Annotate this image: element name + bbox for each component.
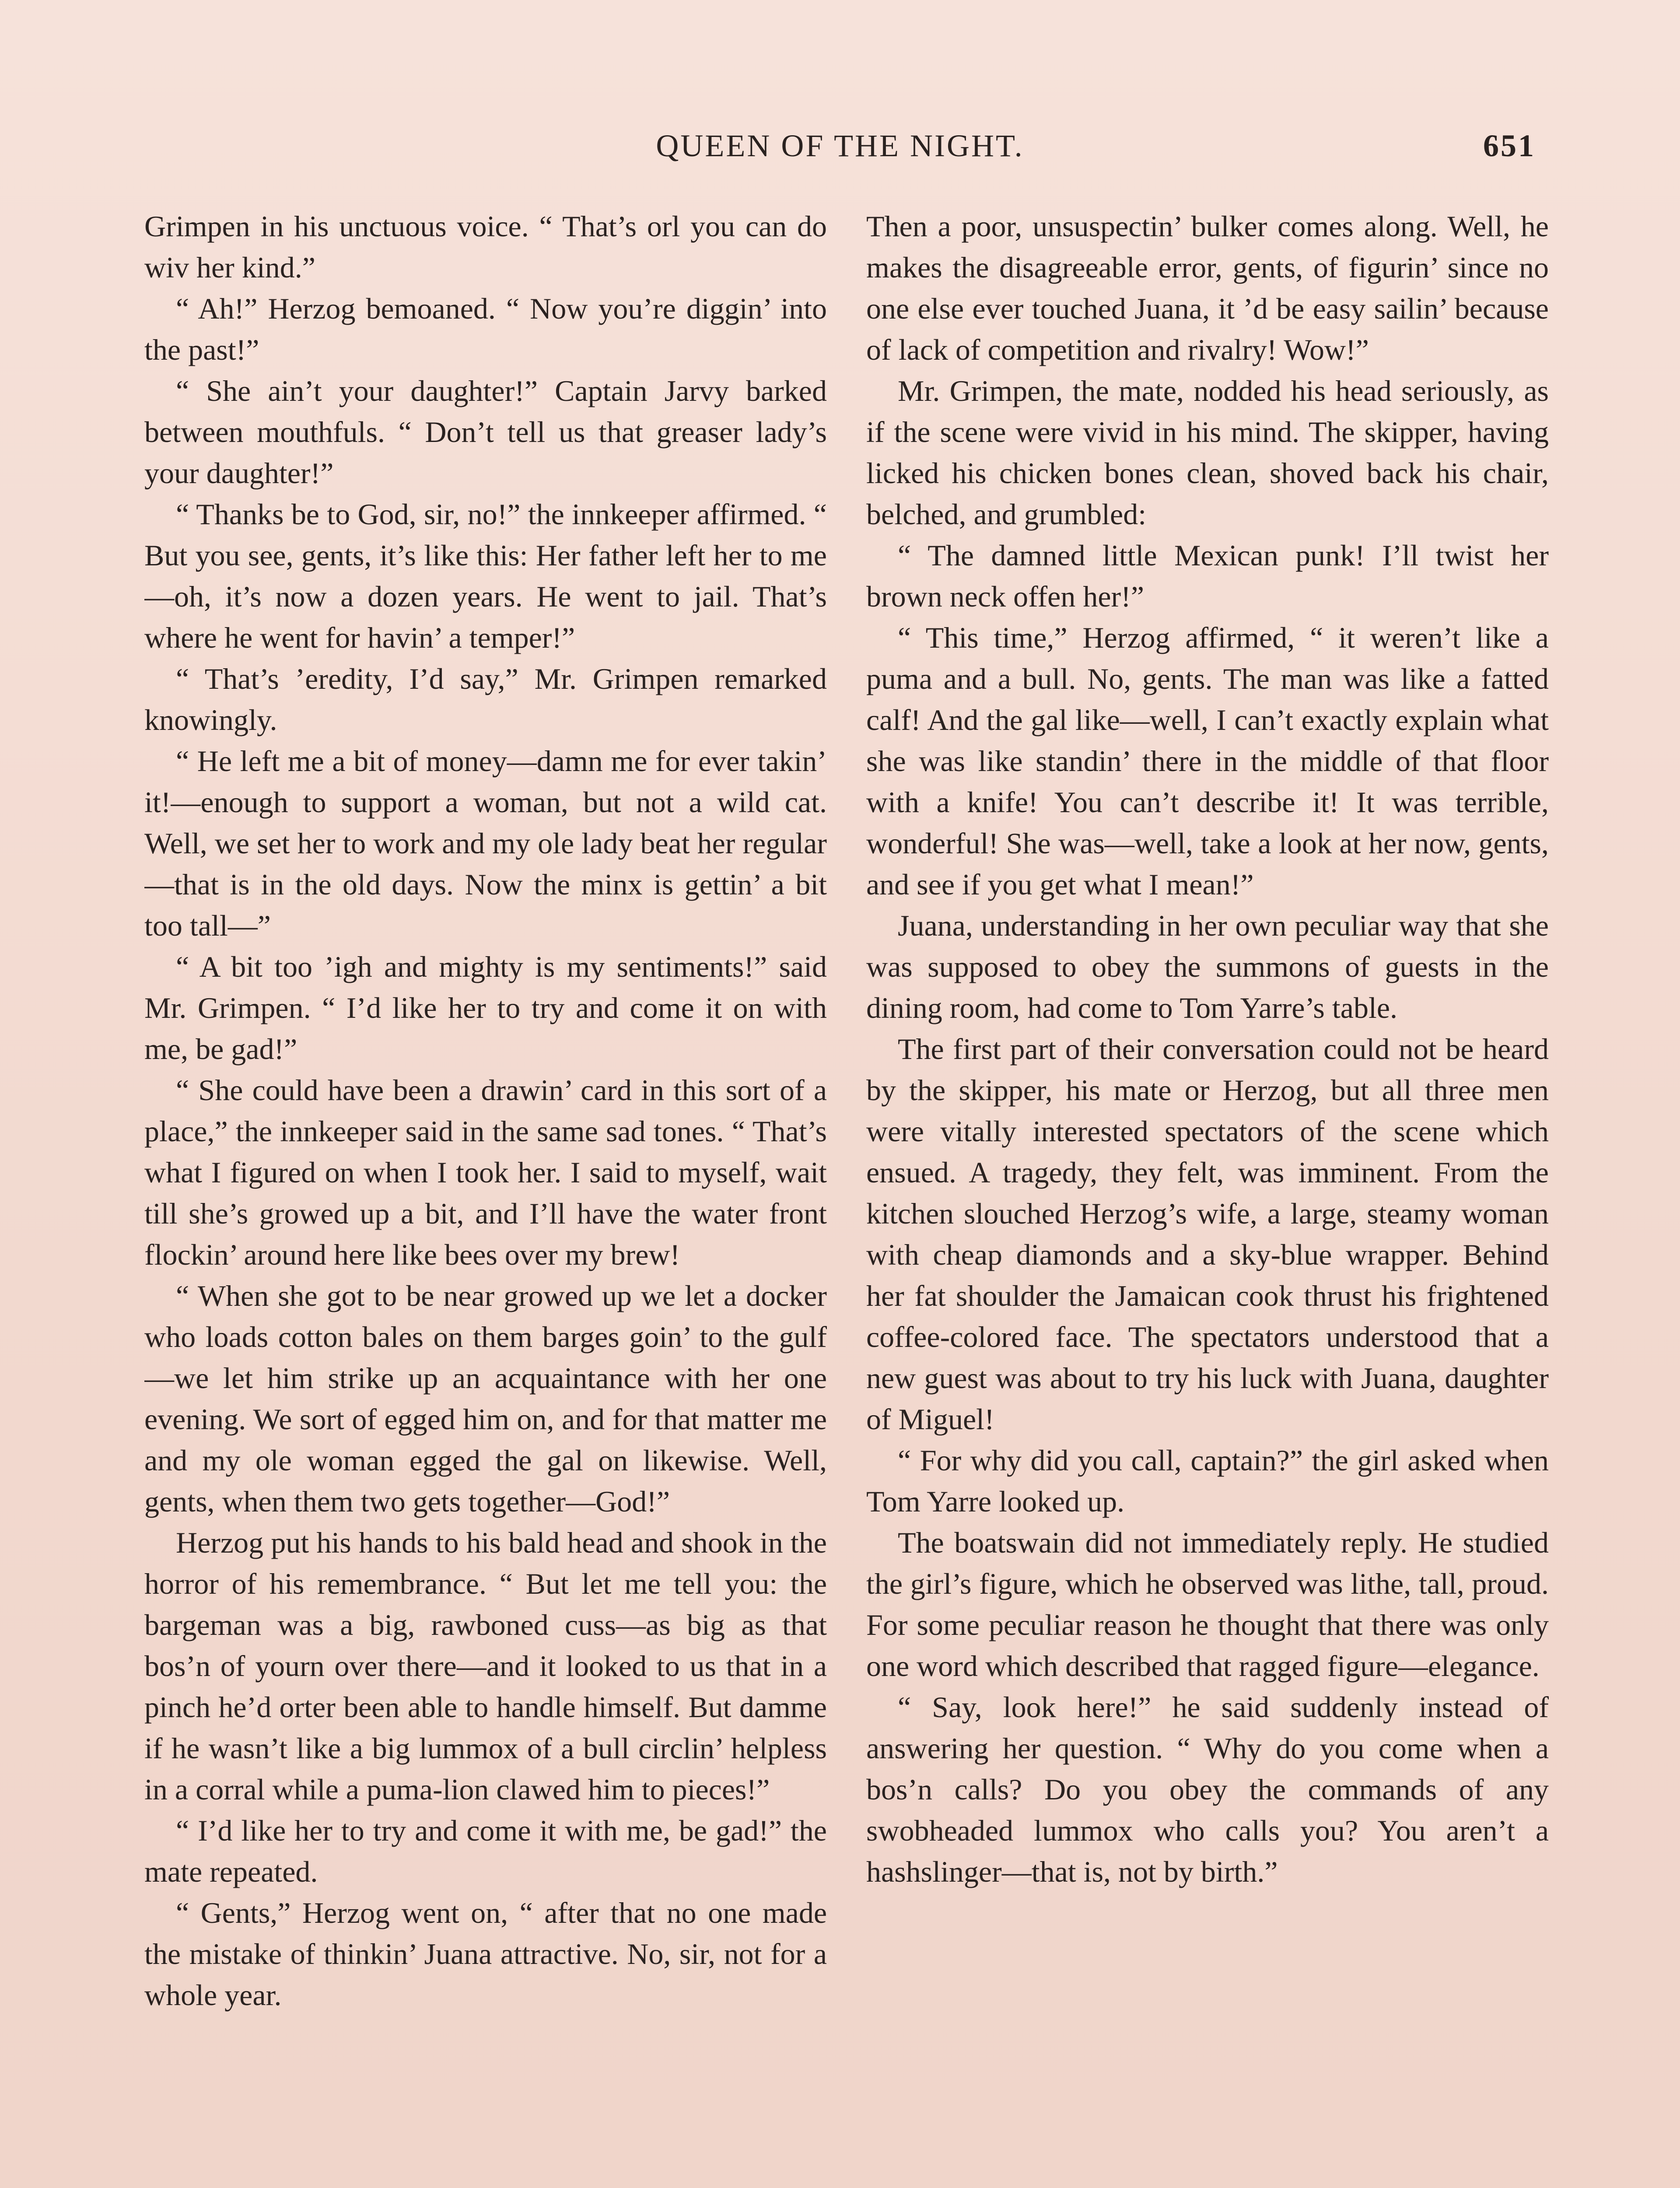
paragraph: “ That’s ’eredity, I’d say,” Mr. Grimpen remarked knowingly. [144, 662, 827, 736]
paragraph: “ This time,” Herzog affirmed, “ it weren’t like a puma and a bull. No, gents. The man was like a fatted calf! And the gal like—well, I can’t exactly explain what she was like standin’ there in the middle of that floor with a knife! You can’t describe it! It was terrible, wonderful! She was—well, take a look at her now, gents, and see if you get what I mean!” [866, 621, 1549, 901]
paragraph: “ She ain’t your daughter!” Captain Jarvy barked between mouthfuls. “ Don’t tell us that greaser lady’s your daughter!” [144, 374, 827, 490]
paragraph: Grimpen in his unctuous voice. “ That’s orl you can do wiv her kind.” [144, 210, 827, 284]
paragraph: “ Ah!” Herzog bemoaned. “ Now you’re diggin’ into the past!” [144, 292, 827, 366]
paragraph: The boatswain did not immediately reply. He studied the girl’s figure, which he observed was lithe, tall, proud. For some peculiar reason he thought that there was only one word which described that ragged figure—elegance. [866, 1526, 1549, 1683]
paragraph: “ A bit too ’igh and mighty is my sentiments!” said Mr. Grimpen. “ I’d like her to try and come it on with me, be gad!” [144, 950, 827, 1066]
right-column [866, 206, 1549, 2188]
paragraph: “ For why did you call, captain?” the girl asked when Tom Yarre looked up. [866, 1444, 1549, 1518]
paragraph: “ She could have been a drawin’ card in this sort of a place,” the innkeeper said in the same sad tones. “ That’s what I figured on when I took her. I said to myself, wait till she’s growed up a bit, and I’ll have the water front flockin’ around here like bees over my brew! [144, 1073, 827, 1271]
paragraph: The first part of their conversation could not be heard by the skipper, his mate or Herzog, but all three men were vitally interested spectators of the scene which ensued. A tragedy, they felt, was imminent. From the kitchen slouched Herzog’s wife, a large, steamy woman with cheap diamonds and a sky-blue wrapper. Behind her fat shoulder the Jamaican cook thrust his frightened coffee-colored face. The spectators understood that a new guest was about to try his luck with Juana, daughter of Miguel! [866, 1032, 1549, 1436]
paragraph: “ When she got to be near growed up we let a docker who loads cotton bales on them barges goin’ to the gulf—we let him strike up an acquaintance with her one evening. We sort of egged him on, and for that matter me and my ole woman egged the gal on likewise. Well, gents, when them two gets together—God!” [144, 1279, 827, 1518]
paragraph: “ I’d like her to try and come it with me, be gad!” the mate repeated. [144, 1814, 827, 1888]
paragraph: Mr. Grimpen, the mate, nodded his head seriously, as if the scene were vivid in his mind. The skipper, having licked his chicken bones clean, shoved back his chair, belched, and grumbled: [866, 374, 1549, 531]
paragraph: Then a poor, unsuspectin’ bulker comes along. Well, he makes the disagreeable error, gents, of figurin’ since no one else ever touched Juana, it ’d be easy sailin’ because of lack of competition and rivalry! Wow!” [866, 210, 1549, 366]
paragraph: Juana, understanding in her own peculiar way that she was supposed to obey the summons of guests in the dining room, had come to Tom Yarre’s table. [866, 909, 1549, 1024]
paragraph: “ Say, look here!” he said suddenly instead of answering her question. “ Why do you come when a bos’n calls? Do you obey the commands of any swobheaded lummox who calls you? You aren’t a hashslinger—that is, not by birth.” [866, 1690, 1549, 1888]
page-number: 651 [1483, 128, 1536, 163]
paragraph: “ Thanks be to God, sir, no!” the innkeeper affirmed. “ But you see, gents, it’s like this: Her father left her to me—oh, it’s now a dozen years. He went to jail. That’s where he went for havin’ a temper!” [144, 498, 827, 654]
running-header [144, 128, 1536, 180]
paragraph: “ Gents,” Herzog went on, “ after that no one made the mistake of thinkin’ Juana attractive. No, sir, not for a whole year. [144, 1896, 827, 2012]
paragraph: Herzog put his hands to his bald head and shook in the horror of his remembrance. “ But let me tell you: the bargeman was a big, rawboned cuss—as big as that bos’n of yourn over there—and it looked to us that in a pinch he’d orter been able to handle himself. But damme if he wasn’t like a big lummox of a bull circlin’ helpless in a corral while a puma-lion clawed him to pieces!” [144, 1526, 827, 1806]
paragraph: “ The damned little Mexican punk! I’ll twist her brown neck offen her!” [866, 539, 1549, 613]
paragraph: “ He left me a bit of money—damn me for ever takin’ it!—enough to support a woman, but not a wild cat. Well, we set her to work and my ole lady beat her regular—that is in the old days. Now the minx is gettin’ a bit too tall—” [144, 744, 827, 942]
left-column [144, 206, 827, 2188]
text-columns [144, 206, 1549, 2188]
running-title: QUEEN OF THE NIGHT. [656, 128, 1024, 163]
